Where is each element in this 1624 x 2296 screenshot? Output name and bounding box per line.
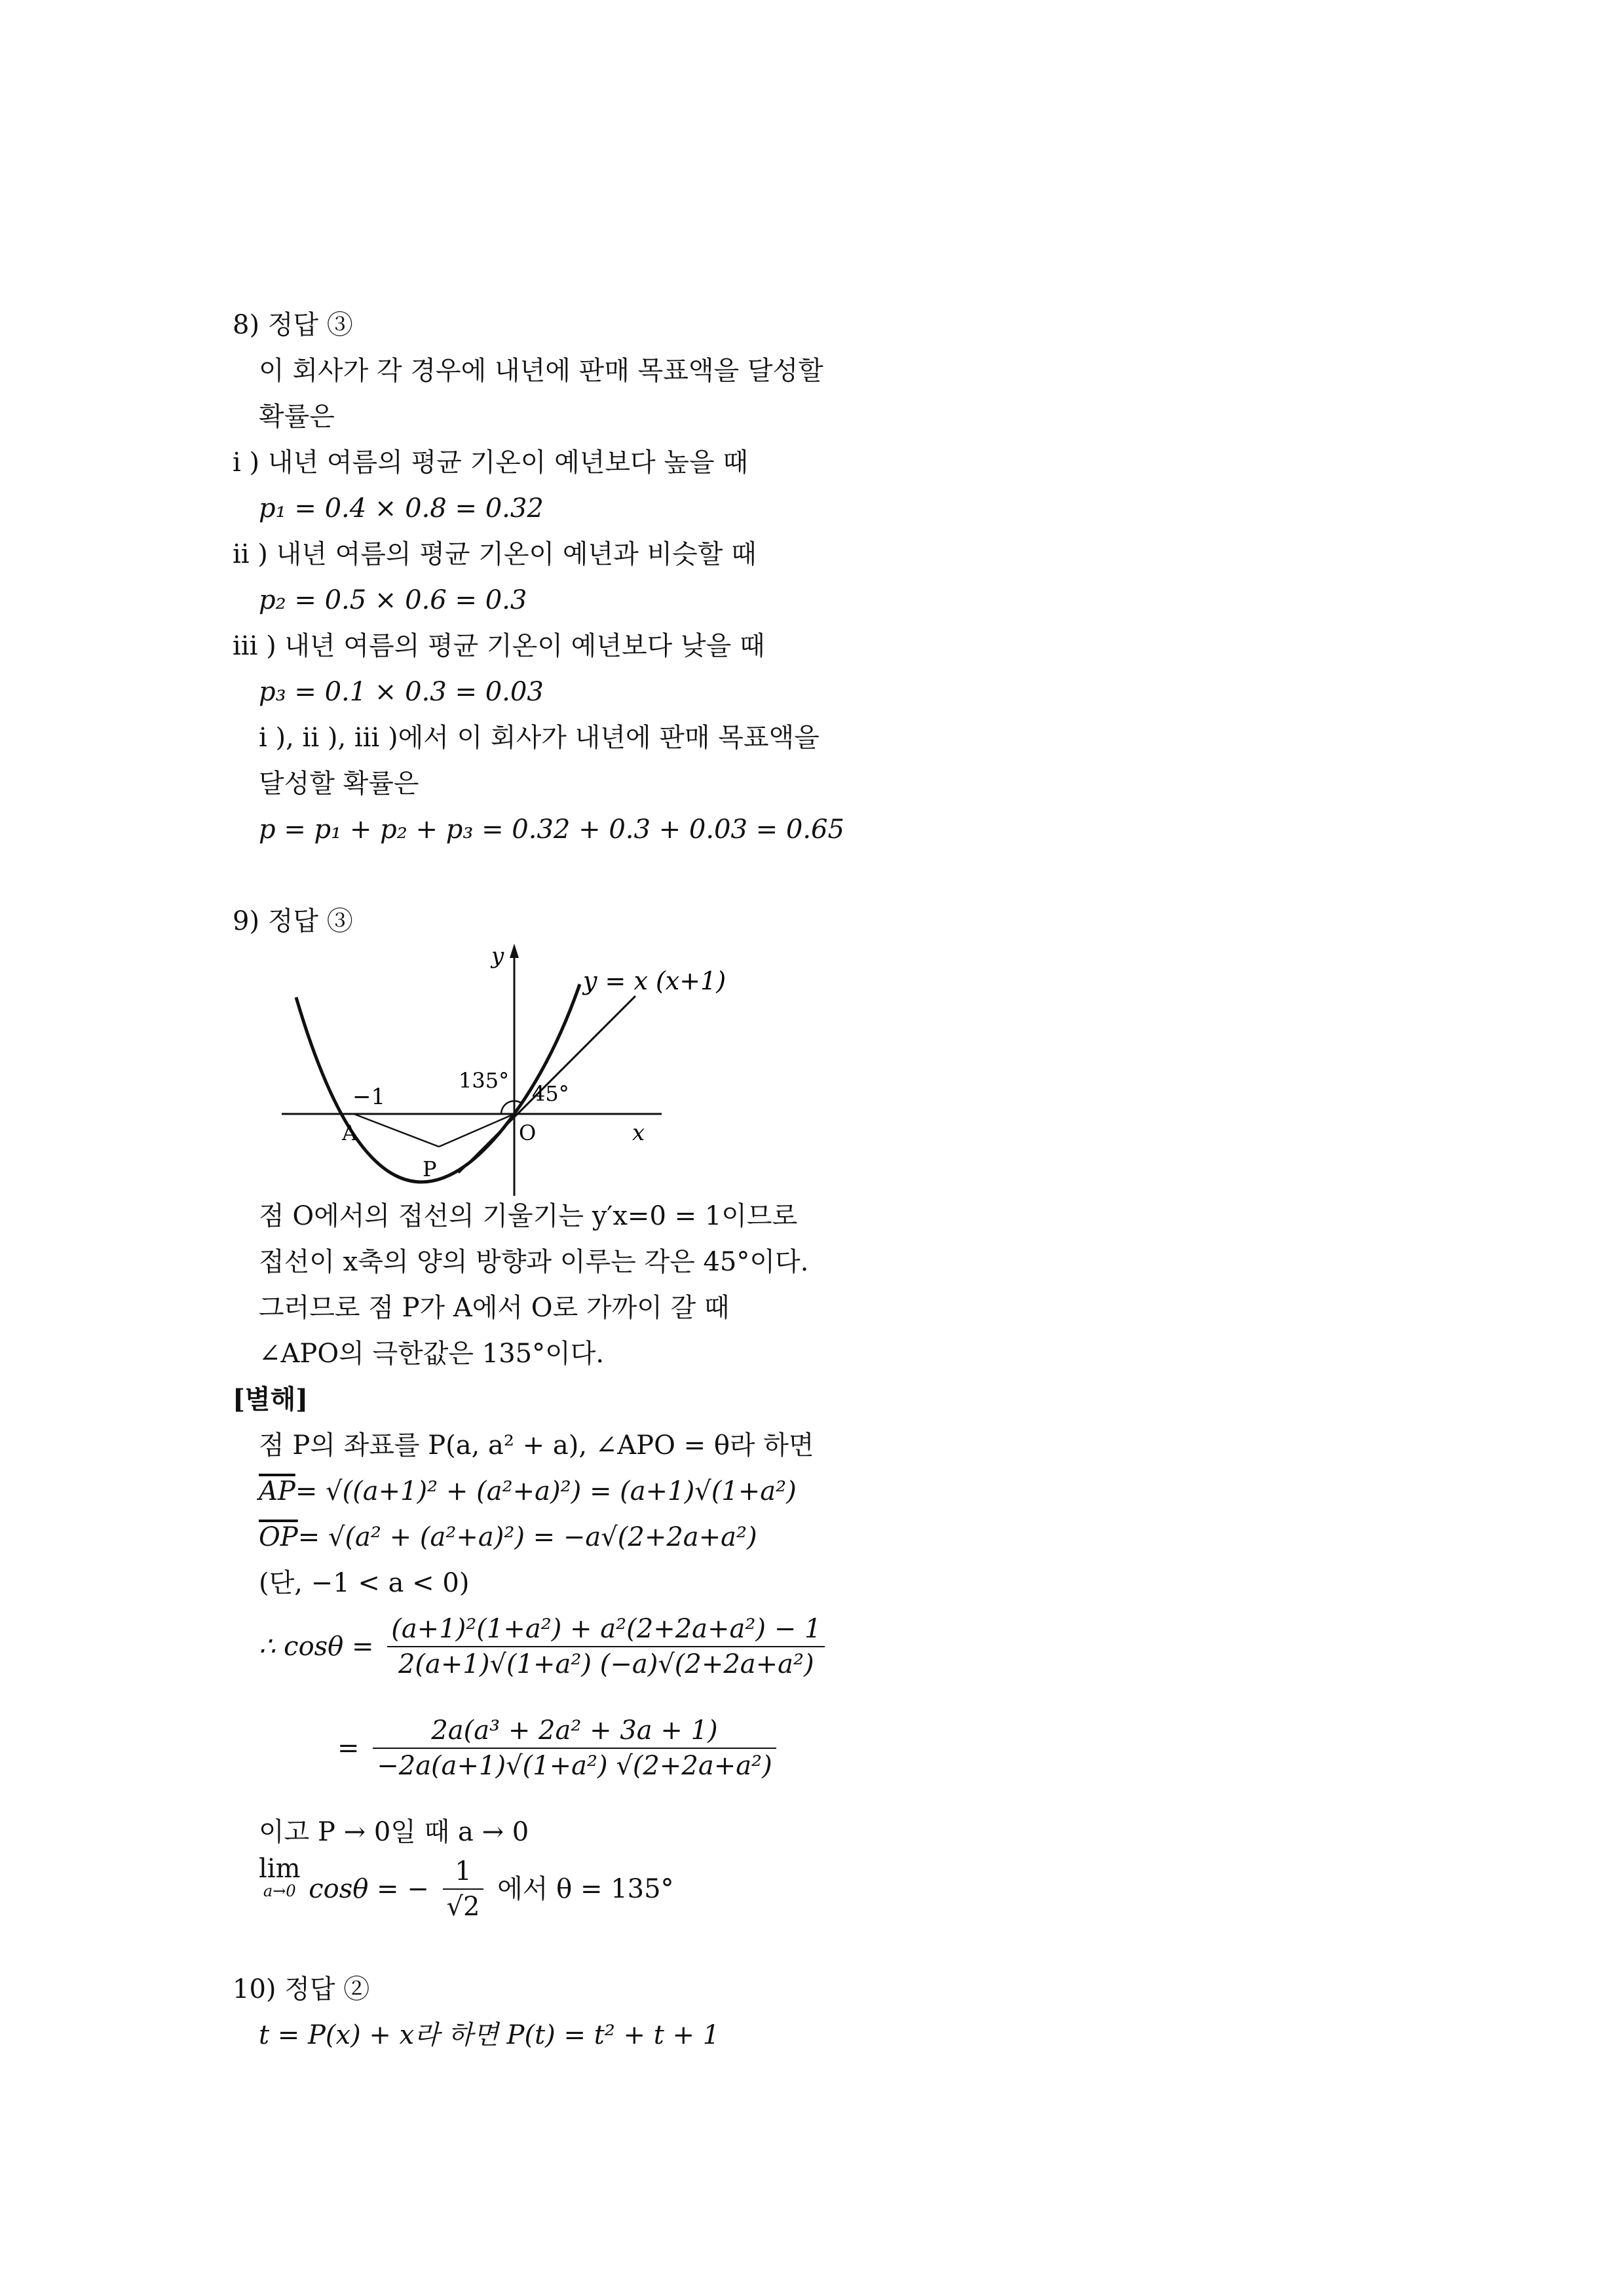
point-o-label: O — [519, 1120, 537, 1145]
q10-heading: 10) 정답 ② — [233, 1974, 370, 2004]
cos-numerator-2: 2a(a³ + 2a² + 3a + 1) — [373, 1713, 776, 1749]
cos-lhs: ∴ cosθ = — [259, 1632, 374, 1662]
q9-approach-line: 그러므로 점 P가 A에서 O로 가까이 갈 때 — [259, 1293, 730, 1323]
q8-case1: i ) 내년 여름의 평균 기온이 예년보다 높을 때 — [233, 448, 748, 478]
q8-intro-line2: 확률은 — [259, 402, 335, 432]
cos-denominator-2: −2a(a+1)√(1+a²) √(2+2a+a²) — [377, 1751, 772, 1781]
cos-numerator-1: (a+1)²(1+a²) + a²(2+2a+a²) − 1 — [387, 1612, 825, 1647]
q8-total-probability: p = p₁ + p₂ + p₃ = 0.32 + 0.3 + 0.03 = 0.65 — [259, 814, 844, 845]
limit-numerator: 1 — [443, 1854, 484, 1890]
cos-denominator-1: 2(a+1)√(1+a²) (−a)√(2+2a+a²) — [398, 1649, 814, 1679]
point-p-label: P — [423, 1157, 437, 1181]
x-axis-label: x — [632, 1120, 645, 1146]
cos-equation-1 — [259, 1612, 830, 1681]
ap-segment-label: $\overline{AP}$ — [259, 1476, 295, 1506]
cos-fraction-2 — [373, 1713, 776, 1783]
y-axis-arrow — [510, 944, 519, 958]
limit-word: lim — [259, 1854, 301, 1884]
range-condition: (단, −1 < a < 0) — [259, 1568, 470, 1598]
limit-condition-line: 이고 P → 0일 때 a → 0 — [259, 1817, 529, 1847]
limit-equation — [259, 1854, 674, 1924]
alt-setup-line: 점 P의 좌표를 P(a, a² + a), ∠APO = θ라 하면 — [259, 1430, 814, 1461]
q8-eq2: p₂ = 0.5 × 0.6 = 0.3 — [259, 585, 527, 615]
q8-eq1: p₁ = 0.4 × 0.8 = 0.32 — [259, 493, 544, 524]
chord-ap — [354, 1114, 439, 1147]
op-segment-label: $\overline{OP}$ — [259, 1522, 298, 1552]
q8-case3: iii ) 내년 여름의 평균 기온이 예년보다 낮을 때 — [233, 631, 765, 661]
angle-135-label: 135° — [459, 1068, 510, 1093]
limit-subscript: a→0 — [263, 1882, 296, 1900]
cos-fraction-1 — [387, 1612, 825, 1681]
ap-length-value: = √((a+1)² + (a²+a)²) = (a+1)√(1+a²) — [295, 1476, 797, 1506]
q10-substitution: t = P(x) + x라 하면 P(t) = t² + t + 1 — [259, 2020, 720, 2050]
q9-limit-angle-line: ∠APO의 극한값은 135°이다. — [259, 1339, 605, 1369]
q9-angle-45-line: 접선이 x축의 양의 방향과 이루는 각은 45°이다. — [259, 1247, 809, 1277]
parabola-figure — [275, 937, 773, 1199]
alternative-solution-heading: [별해] — [233, 1384, 309, 1415]
q8-intro-line1: 이 회사가 각 경우에 내년에 판매 목표액을 달성할 — [259, 356, 823, 386]
curve-label: y = x (x+1) — [583, 966, 727, 995]
limit-fraction — [443, 1854, 484, 1924]
angle-45-label: 45° — [532, 1081, 569, 1106]
equals-sign: = — [337, 1733, 360, 1763]
ap-length-equation — [259, 1474, 797, 1508]
y-axis-label: y — [491, 943, 504, 969]
limit-tail: 에서 θ = 135° — [497, 1874, 674, 1904]
op-length-value: = √(a² + (a²+a)²) = −a√(2+2a+a²) — [297, 1522, 757, 1552]
q8-eq3: p₃ = 0.1 × 0.3 = 0.03 — [259, 677, 544, 707]
q8-conclusion-line1: i ), ii ), iii )에서 이 회사가 내년에 판매 목표액을 — [259, 723, 820, 753]
limit-denominator: √2 — [446, 1892, 480, 1922]
minus-one-label: −1 — [352, 1084, 386, 1110]
q8-case2: ii ) 내년 여름의 평균 기온이 예년과 비슷할 때 — [233, 539, 757, 569]
cos-equation-2 — [337, 1713, 782, 1783]
q9-slope-line: 점 O에서의 접선의 기울기는 y′x=0 = 1이므로 — [259, 1201, 798, 1231]
q8-heading: 8) 정답 ③ — [233, 310, 353, 340]
q8-conclusion-line2: 달성할 확률은 — [259, 769, 419, 799]
op-length-equation — [259, 1520, 757, 1554]
point-a-label: A — [342, 1120, 358, 1145]
q9-heading: 9) 정답 ③ — [233, 906, 353, 936]
limit-operator — [259, 1854, 301, 1899]
limit-expression: cosθ = − — [309, 1874, 429, 1904]
